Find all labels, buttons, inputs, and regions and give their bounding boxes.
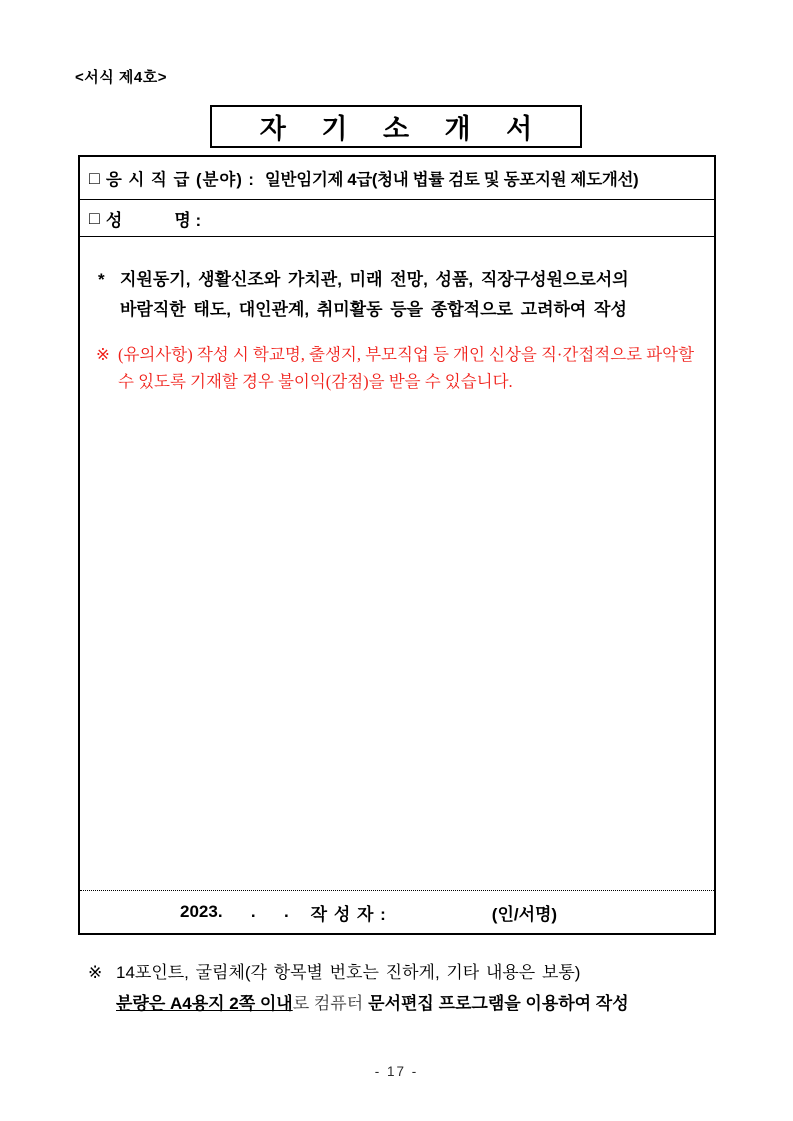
- position-label: 응 시 직 급 (분야) :: [105, 171, 255, 189]
- guideline-line: 지원동기, 생활신조와 가치관, 미래 전망, 성품, 직장구성원으로서의: [120, 270, 629, 289]
- name-label-first: 성: [105, 210, 123, 230]
- position-value: 일반임기제 4급(청내 법률 검토 및 동포지원 제도개선): [264, 171, 639, 189]
- footer-line2-emphasis: 분량은 A4용지 2쪽 이내: [116, 994, 293, 1013]
- warning-line: 수 있도록 기재할 경우 불이익(감점)을 받을 수 있습니다.: [118, 372, 513, 391]
- footer-line1-text: 14포인트, 굴림체(각 항목별 번호는 진하게, 기타 내용은 보통): [116, 963, 581, 982]
- seal-signature-label: (인/서명): [491, 904, 558, 924]
- signature-date: 2023. . .: [180, 902, 289, 921]
- name-row: [80, 200, 714, 237]
- guideline-line: 바람직한 태도, 대인관계, 취미활동 등을 종합적으로 고려하여 작성: [120, 300, 627, 319]
- position-row: [80, 157, 714, 200]
- document-title-box: [210, 105, 582, 148]
- page-number: - 17 -: [374, 1064, 419, 1079]
- privacy-warning-note: [94, 341, 700, 395]
- writer-label: 작 성 자 :: [310, 904, 387, 924]
- signature-row: [80, 890, 714, 933]
- essay-body-area: [80, 237, 714, 890]
- reference-mark-icon: ※: [96, 345, 110, 364]
- reference-mark-icon: ※: [88, 963, 103, 982]
- checkbox-icon: □: [89, 168, 100, 188]
- warning-line: (유의사항) 작성 시 학교명, 출생지, 부모직업 등 개인 신상을 직·간접적으로 파악할: [118, 345, 695, 364]
- form-number-label: <서식 제4호>: [75, 69, 167, 86]
- formatting-instructions: [88, 958, 718, 1018]
- footer-line2-normal: 로 컴퓨터: [292, 994, 364, 1013]
- footer-instruction-line2: [88, 989, 718, 1018]
- asterisk-marker: *: [98, 270, 105, 289]
- checkbox-icon: □: [89, 208, 100, 228]
- name-label-second: 명 :: [174, 210, 202, 230]
- footer-line2-bold: 문서편집 프로그램을 이용하여 작성: [368, 994, 629, 1013]
- footer-instruction-line1: [88, 958, 718, 987]
- document-title: 자 기 소 개 서: [259, 114, 547, 144]
- application-form-table: [78, 155, 716, 935]
- writing-guideline-note: [94, 265, 700, 325]
